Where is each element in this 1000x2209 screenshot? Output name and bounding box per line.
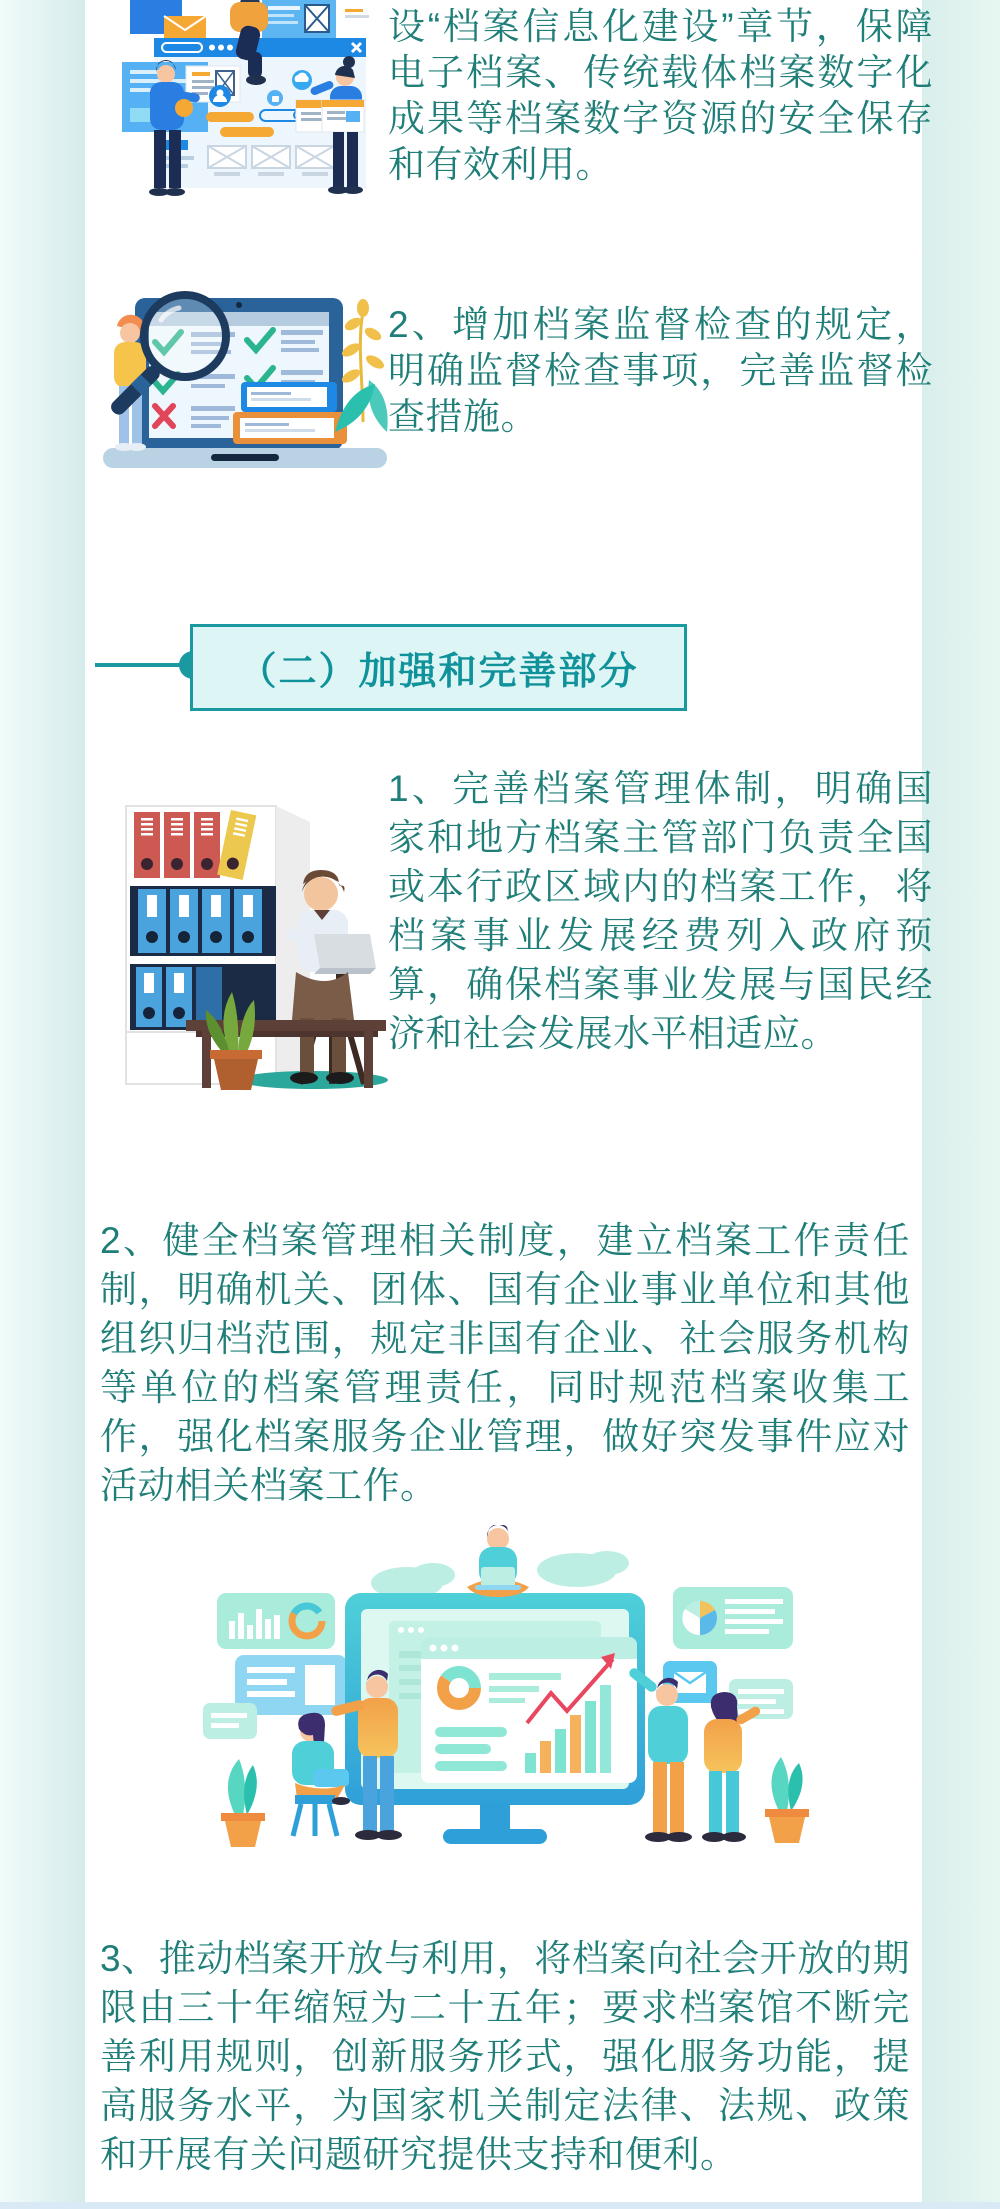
section-two-item3-text: 3、推动档案开放与利用，将档案向社会开放的期限由三十年缩短为二十五年；要求档案馆不断完善利用规则，创新服务形式，强化服务功能，提高服务水平，为国家机关制定法律、法规、政策和开展有关问题研究提供支持和便利。: [100, 1938, 910, 2175]
bottom-divider-band: [0, 2202, 1000, 2209]
audit-checklist-illustration: [95, 272, 395, 487]
web-collaboration-illustration: [102, 0, 380, 200]
data-dashboard-illustration: [195, 1525, 815, 1870]
left-margin: [0, 0, 85, 2209]
right-margin: [922, 0, 1000, 2209]
archivist-desk-illustration: [118, 792, 393, 1092]
section-one-item2-text: 2、增加档案监督检查的规定，明确监督检查事项，完善监督检查措施。: [388, 304, 933, 437]
section-two-item1-text: 1、完善档案管理体制，明确国家和地方档案主管部门负责全国或本行政区域内的档案工作，将档案事业发展经费列入政府预算，确保档案事业发展与国民经济和社会发展水平相适应。: [388, 768, 933, 1054]
section-two-header: [190, 624, 687, 711]
section-one-item1-text: 设“档案信息化建设”章节，保障电子档案、传统载体档案数字化成果等档案数字资源的安全保存和有效利用。: [388, 6, 933, 185]
section-header-line: [95, 663, 182, 667]
section-two-item2-text: 2、健全档案管理相关制度，建立档案工作责任制，明确机关、团体、国有企业事业单位和其他组织归档范围，规定非国有企业、社会服务机构等单位的档案管理责任，同时规范档案收集工作，强化档案服务企业管理，做好突发事件应对活动相关档案工作。: [100, 1220, 910, 1506]
section-two-header-label: （二）加强和完善部分: [238, 651, 639, 693]
